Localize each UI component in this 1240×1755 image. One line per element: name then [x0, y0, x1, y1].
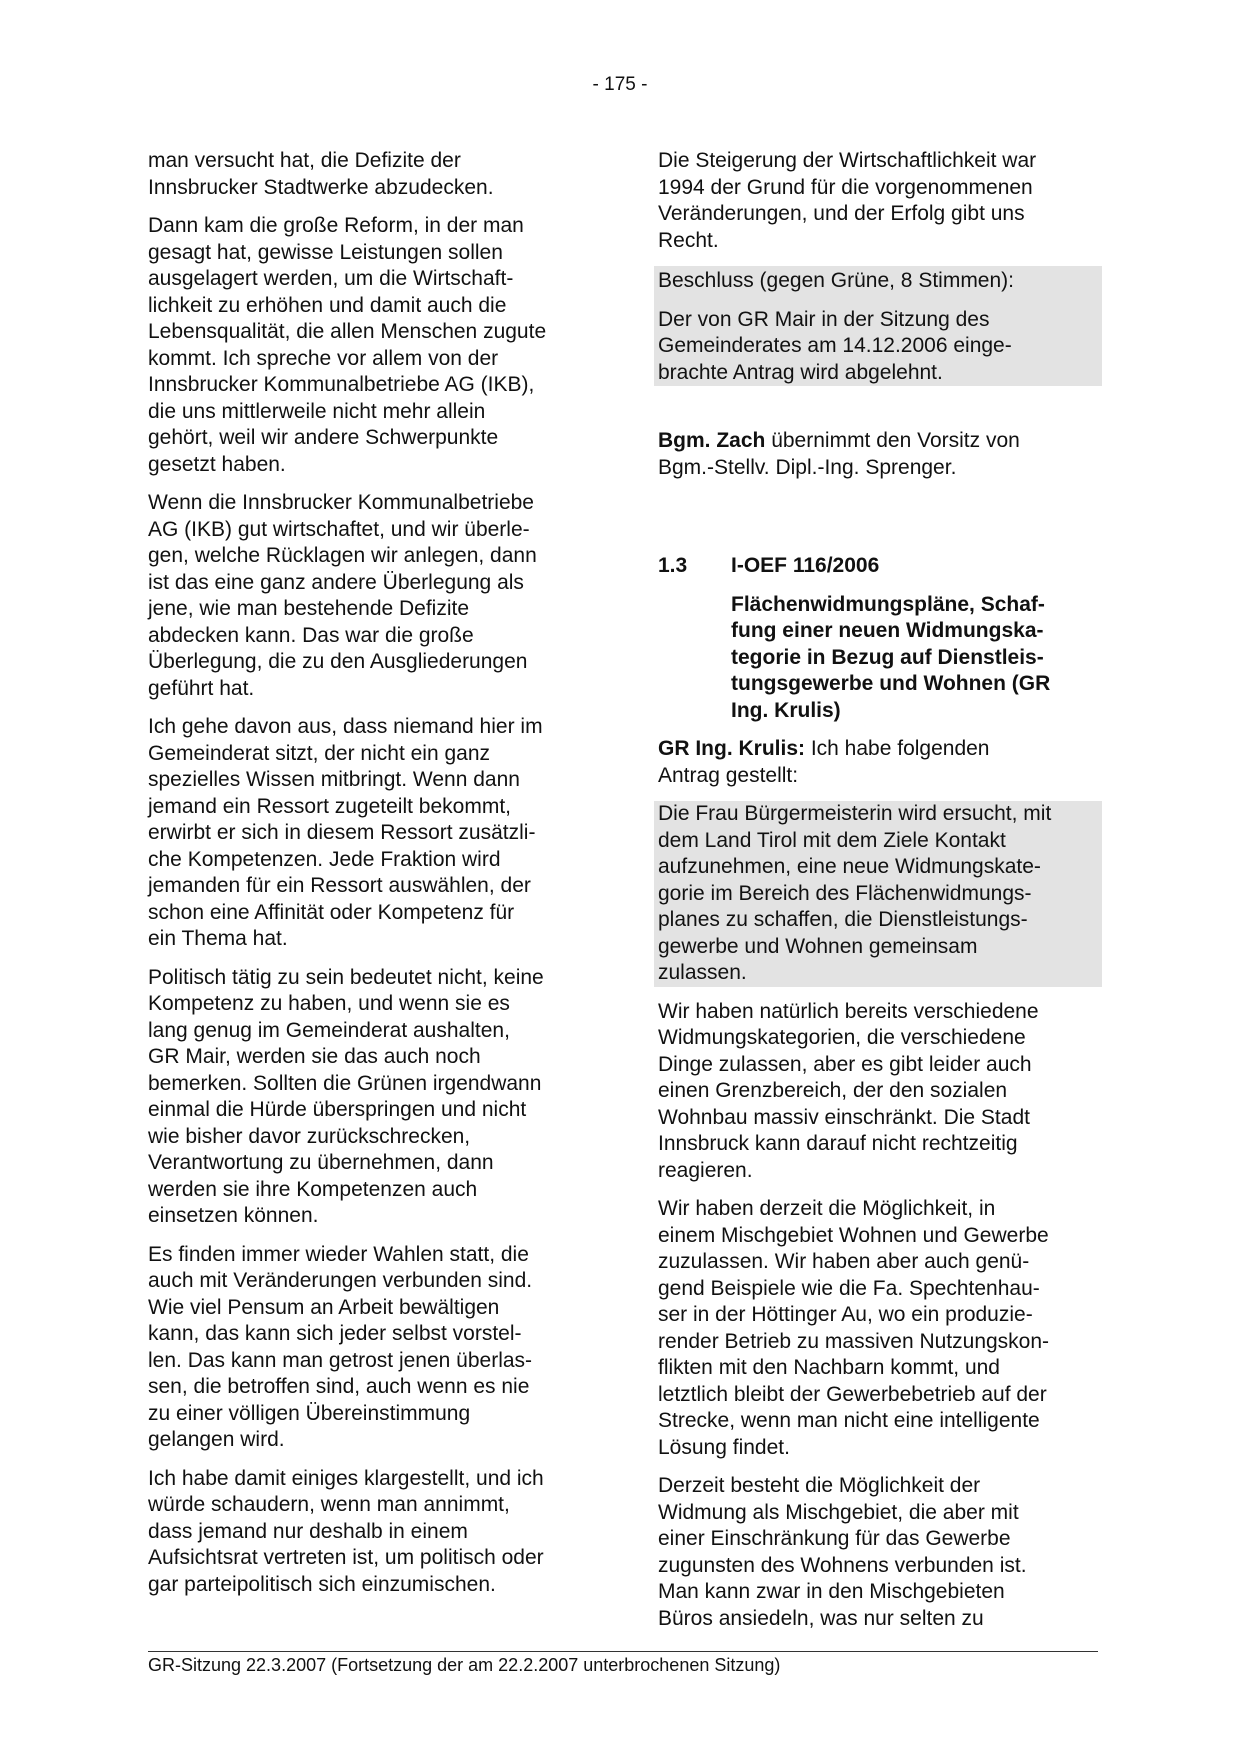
text-line: einen Grenzbereich, der den sozialen	[658, 1079, 1008, 1102]
text-line: würde schaudern, wenn man annimmt,	[148, 1493, 510, 1516]
footer-divider	[148, 1651, 1098, 1652]
text-line: zuzulassen. Wir haben aber auch genü-	[658, 1250, 1030, 1273]
text-line: man versucht hat, die Defizite der	[148, 149, 461, 172]
text-line: erwirbt er sich in diesem Ressort zusätzli-	[148, 821, 536, 844]
text-line: Veränderungen, und der Erfolg gibt uns	[658, 202, 1025, 225]
text-line: spezielles Wissen mitbringt. Wenn dann	[148, 768, 520, 791]
text-line: gesagt hat, gewisse Leistungen sollen	[148, 240, 503, 264]
body-paragraph	[148, 1466, 596, 1599]
text-line: jemand ein Ressort zugeteilt bekommt,	[148, 794, 511, 818]
text-line: Die Frau Bürgermeisterin wird ersucht, mit	[658, 802, 1052, 825]
text-line: reagieren.	[658, 1158, 753, 1182]
text-line: einer Einschränkung für das Gewerbe	[658, 1527, 1011, 1550]
text-line: dass jemand nur deshalb in einem	[148, 1519, 468, 1543]
speaker-name: GR Ing. Krulis:	[658, 737, 805, 760]
text-line: einmal die Hürde überspringen und nicht	[148, 1098, 527, 1121]
text-line: Widmung als Mischgebiet, die aber mit	[658, 1500, 1019, 1524]
agenda-number: 1.3	[658, 554, 688, 577]
text-line: Es finden immer wieder Wahlen statt, die	[148, 1242, 529, 1266]
right-paragraphs	[658, 999, 1098, 1633]
text-line: einsetzen können.	[148, 1204, 319, 1227]
text-line: Wohnbau massiv einschränkt. Die Stadt	[658, 1105, 1030, 1129]
text-line: render Betrieb zu massiven Nutzungskon-	[658, 1329, 1050, 1353]
chair-change-paragraph	[658, 428, 1098, 481]
text-line: Widmungskategorien, die verschiedene	[658, 1026, 1026, 1049]
text-line: Wir haben natürlich bereits verschiedene	[658, 999, 1039, 1023]
text-line: sen, die betroffen sind, auch wenn es nie	[148, 1375, 530, 1398]
text-line: einem Mischgebiet Wohnen und Gewerbe	[658, 1223, 1049, 1247]
agenda-code: I-OEF 116/2006	[731, 554, 880, 577]
text-line: Innsbrucker Kommunalbetriebe AG (IKB),	[148, 373, 535, 396]
text-line: gehört, weil wir andere Schwerpunkte	[148, 426, 499, 449]
text-line: gar parteipolitisch sich einzumischen.	[148, 1572, 496, 1596]
chair-text-1: übernimmt den Vorsitz von	[765, 429, 1020, 452]
text-line: lichkeit zu erhöhen und damit auch die	[148, 293, 507, 317]
text-line: ausgelagert werden, um die Wirtschaft-	[148, 267, 514, 290]
agenda-item-heading	[658, 553, 1098, 580]
text-line: kommt. Ich spreche vor allem von der	[148, 346, 499, 370]
resolution-block	[654, 266, 1102, 386]
text-line: Innsbruck kann darauf nicht rechtzeitig	[658, 1132, 1018, 1155]
text-line: Der von GR Mair in der Sitzung des	[658, 307, 990, 331]
text-line: Verantwortung zu übernehmen, dann	[148, 1151, 494, 1174]
chair-text-2: Bgm.-Stellv. Dipl.-Ing. Sprenger.	[658, 455, 957, 479]
text-line: Derzeit besteht die Möglichkeit der	[658, 1474, 981, 1497]
text-line: gorie im Bereich des Flächenwidmungs-	[658, 881, 1032, 905]
text-line: Lösung findet.	[658, 1435, 790, 1459]
text-line: Die Steigerung der Wirtschaftlichkeit war	[658, 149, 1037, 172]
body-paragraph	[658, 999, 1098, 1185]
resolution-text	[658, 307, 1098, 387]
text-line: Politisch tätig zu sein bedeutet nicht, keine	[148, 965, 544, 989]
text-line: Ich gehe davon aus, dass niemand hier im	[148, 715, 543, 738]
text-line: ser in der Höttinger Au, wo ein produzie-	[658, 1303, 1033, 1326]
text-line: Man kann zwar in den Mischgebieten	[658, 1580, 1005, 1603]
text-line: gen, welche Rücklagen wir anlegen, dann	[148, 544, 537, 567]
text-line: Dinge zulassen, aber es gibt leider auch	[658, 1052, 1032, 1076]
resolution-label: Beschluss (gegen Grüne, 8 Stimmen):	[658, 269, 1014, 292]
text-line: jene, wie man bestehende Defizite	[148, 597, 470, 620]
footer-text: GR-Sitzung 22.3.2007 (Fortsetzung der am 22.2.2007 unterbrochenen Sitzung)	[148, 1655, 781, 1675]
text-line: gewerbe und Wohnen gemeinsam	[658, 934, 978, 958]
text-line: Lebensqualität, die allen Menschen zugute	[148, 320, 547, 343]
right-column	[658, 148, 1098, 1644]
chair-speaker: Bgm. Zach	[658, 429, 766, 452]
text-line: gelangen wird.	[148, 1428, 285, 1451]
text-line: die uns mittlerweile nicht mehr allein	[148, 399, 486, 423]
text-line: schon eine Affinität oder Kompetenz für	[148, 900, 515, 924]
text-line: len. Das kann man getrost jenen überlas-	[148, 1348, 533, 1372]
text-line: tegorie in Bezug auf Dienstleis-	[731, 645, 1044, 669]
text-line: gesetzt haben.	[148, 452, 286, 476]
speaker-text-1: Ich habe folgenden	[805, 737, 990, 760]
text-line: zulassen.	[658, 961, 747, 984]
text-line: Wie viel Pensum an Arbeit bewältigen	[148, 1295, 500, 1319]
text-line: gend Beispiele wie die Fa. Spechtenhau-	[658, 1276, 1040, 1300]
text-line: planes zu schaffen, die Dienstleistungs-	[658, 908, 1028, 931]
speaker-paragraph	[658, 736, 1098, 789]
text-line: Wenn die Innsbrucker Kommunalbetriebe	[148, 491, 534, 514]
text-line: Innsbrucker Stadtwerke abzudecken.	[148, 175, 494, 199]
text-line: Wir haben derzeit die Möglichkeit, in	[658, 1197, 996, 1220]
text-line: zugunsten des Wohnens verbunden ist.	[658, 1553, 1027, 1577]
body-paragraph	[148, 965, 596, 1230]
left-column	[148, 148, 596, 1610]
text-line: Gemeinderat sitzt, der nicht ein ganz	[148, 741, 491, 765]
text-line: ein Thema hat.	[148, 927, 288, 950]
text-line: Ich habe damit einiges klargestellt, und ich	[148, 1466, 544, 1490]
text-line: Dann kam die große Reform, in der man	[148, 214, 524, 237]
text-line: flikten mit den Nachbarn kommt, und	[658, 1356, 1000, 1379]
text-line: fung einer neuen Widmungska-	[731, 619, 1044, 642]
text-line: letztlich bleibt der Gewerbebetrieb auf der	[658, 1382, 1047, 1406]
text-line: Überlegung, die zu den Ausgliederungen	[148, 650, 528, 673]
text-line: abdecken kann. Das war die große	[148, 623, 474, 647]
text-line: geführt hat.	[148, 676, 255, 700]
body-paragraph	[658, 1473, 1098, 1632]
body-paragraph	[148, 213, 596, 478]
text-line: werden sie ihre Kompetenzen auch	[148, 1177, 478, 1201]
text-line: che Kompetenzen. Jede Fraktion wird	[148, 847, 501, 871]
body-paragraph	[148, 490, 596, 702]
text-line: Strecke, wenn man nicht eine intelligente	[658, 1409, 1040, 1432]
text-line: auch mit Veränderungen verbunden sind.	[148, 1269, 533, 1292]
text-line: GR Mair, werden sie das auch noch	[148, 1045, 481, 1068]
text-line: lang genug im Gemeinderat aushalten,	[148, 1018, 510, 1042]
text-line: Büros ansiedeln, was nur selten zu	[658, 1606, 984, 1630]
text-line: 1994 der Grund für die vorgenommenen	[658, 175, 1033, 199]
text-line: brachte Antrag wird abgelehnt.	[658, 360, 943, 384]
text-line: Gemeinderates am 14.12.2006 einge-	[658, 334, 1012, 357]
body-paragraph	[148, 1242, 596, 1454]
text-line: Recht.	[658, 228, 719, 252]
body-paragraph	[658, 1196, 1098, 1461]
body-paragraph	[148, 148, 596, 201]
text-line: aufzunehmen, eine neue Widmungskate-	[658, 855, 1041, 878]
text-line: tungsgewerbe und Wohnen (GR	[731, 672, 1051, 695]
page-number: - 175 -	[592, 74, 648, 95]
text-line: jemanden für ein Ressort auswählen, der	[148, 874, 531, 897]
text-line: kann, das kann sich jeder selbst vorstel-	[148, 1322, 522, 1345]
text-line: AG (IKB) gut wirtschaftet, und wir überle-	[148, 517, 530, 541]
text-line: Flächenwidmungspläne, Schaf-	[731, 592, 1045, 616]
text-line: Kompetenz zu haben, und wenn sie es	[148, 992, 510, 1015]
text-line: Ing. Krulis)	[731, 698, 841, 722]
text-line: wie bisher davor zurückschrecken,	[148, 1124, 471, 1148]
text-line: dem Land Tirol mit dem Ziele Kontakt	[658, 828, 1006, 852]
speaker-text-2: Antrag gestellt:	[658, 763, 799, 787]
agenda-title	[731, 592, 1098, 725]
text-line: Aufsichtsrat vertreten ist, um politisch oder	[148, 1546, 544, 1569]
text-line: zu einer völligen Übereinstimmung	[148, 1401, 471, 1425]
text-line: ist das eine ganz andere Überlegung als	[148, 570, 524, 594]
body-paragraph	[148, 714, 596, 953]
motion-text	[654, 801, 1102, 987]
intro-paragraph	[658, 148, 1098, 254]
text-line: bemerken. Sollten die Grünen irgendwann	[148, 1071, 542, 1095]
